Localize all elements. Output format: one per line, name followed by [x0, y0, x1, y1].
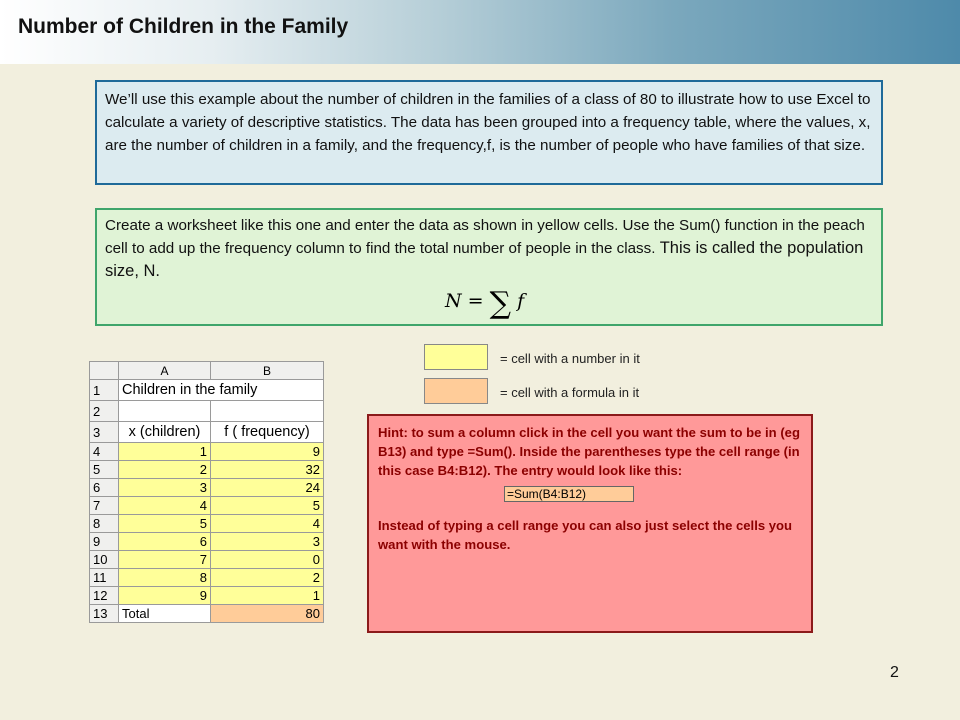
cell-a10[interactable]: 7 — [119, 551, 211, 569]
cell-a3-x-header[interactable]: x (children) — [119, 422, 211, 443]
sheet-corner[interactable] — [90, 362, 119, 380]
page-title: Number of Children in the Family — [18, 15, 349, 38]
legend-yellow-swatch — [424, 344, 488, 370]
row-header[interactable]: 3 — [90, 422, 119, 443]
instructions-text: Create a worksheet like this one and enter the data as shown in yellow cells. Use the Sum() function in the peach cell to add up the frequency column to find the total number of people in the class. — [105, 217, 865, 257]
intro-text: We’ll use this example about the number of children in the families of a class of 80 to illustrate how to use Excel to calculate a variety of descriptive statistics. The data has been grouped into a frequency table, where the values, x, are the number of children in a family, and the frequency,f, is the number of people who have families of that size. — [105, 91, 871, 154]
row-header[interactable]: 9 — [90, 533, 119, 551]
column-header-b[interactable]: B — [211, 362, 324, 380]
cell-b12[interactable]: 1 — [211, 587, 324, 605]
legend-yellow-label: = cell with a number in it — [500, 351, 640, 366]
cell-b13-total[interactable]: 80 — [211, 605, 324, 623]
instructions-emphasis: This is called the population size, N. — [105, 239, 864, 280]
column-header-a[interactable]: A — [119, 362, 211, 380]
row-header[interactable]: 4 — [90, 443, 119, 461]
cell-b11[interactable]: 2 — [211, 569, 324, 587]
hint-example-cell: =Sum(B4:B12) — [504, 486, 634, 502]
row-header[interactable]: 11 — [90, 569, 119, 587]
legend-peach-label: = cell with a formula in it — [500, 385, 640, 400]
formula-lhs: N = — [445, 290, 484, 312]
row-header[interactable]: 10 — [90, 551, 119, 569]
row-header[interactable]: 6 — [90, 479, 119, 497]
cell-a9[interactable]: 6 — [119, 533, 211, 551]
page-number: 2 — [890, 664, 899, 681]
row-header[interactable]: 13 — [90, 605, 119, 623]
cell-a8[interactable]: 5 — [119, 515, 211, 533]
legend-peach-swatch — [424, 378, 488, 404]
cell-a5[interactable]: 2 — [119, 461, 211, 479]
row-header[interactable]: 12 — [90, 587, 119, 605]
cell-b3-f-header[interactable]: f ( frequency) — [211, 422, 324, 443]
row-header[interactable]: 7 — [90, 497, 119, 515]
cell-b6[interactable]: 24 — [211, 479, 324, 497]
cell-a6[interactable]: 3 — [119, 479, 211, 497]
cell-b9[interactable]: 3 — [211, 533, 324, 551]
cell-a2[interactable] — [119, 401, 211, 422]
cell-a11[interactable]: 8 — [119, 569, 211, 587]
row-header[interactable]: 2 — [90, 401, 119, 422]
cell-b2[interactable] — [211, 401, 324, 422]
cell-a4[interactable]: 1 — [119, 443, 211, 461]
row-header[interactable]: 5 — [90, 461, 119, 479]
cell-a1[interactable]: Children in the family — [119, 380, 324, 401]
cell-a12[interactable]: 9 — [119, 587, 211, 605]
hint-text-2: Instead of typing a cell range you can also just select the cells you want with the mouse. — [378, 518, 793, 552]
cell-b7[interactable]: 5 — [211, 497, 324, 515]
intro-box — [95, 80, 883, 185]
row-header[interactable]: 1 — [90, 380, 119, 401]
cell-b8[interactable]: 4 — [211, 515, 324, 533]
cell-b5[interactable]: 32 — [211, 461, 324, 479]
cell-a13-total-label[interactable]: Total — [119, 605, 211, 623]
hint-box — [367, 414, 813, 633]
spreadsheet — [89, 361, 324, 623]
cell-b10[interactable]: 0 — [211, 551, 324, 569]
hint-text: Hint: to sum a column click in the cell you want the sum to be in (eg B13) and type =Sum(). Inside the parentheses type the cell range (in this case B4:B12). The entry would look like this: — [378, 425, 800, 478]
sum-formula — [445, 286, 525, 321]
title-bar — [0, 0, 960, 64]
instructions-box — [95, 208, 883, 326]
cell-b4[interactable]: 9 — [211, 443, 324, 461]
formula-rhs: f — [517, 290, 525, 312]
formula-sigma: ∑ — [489, 286, 512, 321]
row-header[interactable]: 8 — [90, 515, 119, 533]
cell-a7[interactable]: 4 — [119, 497, 211, 515]
